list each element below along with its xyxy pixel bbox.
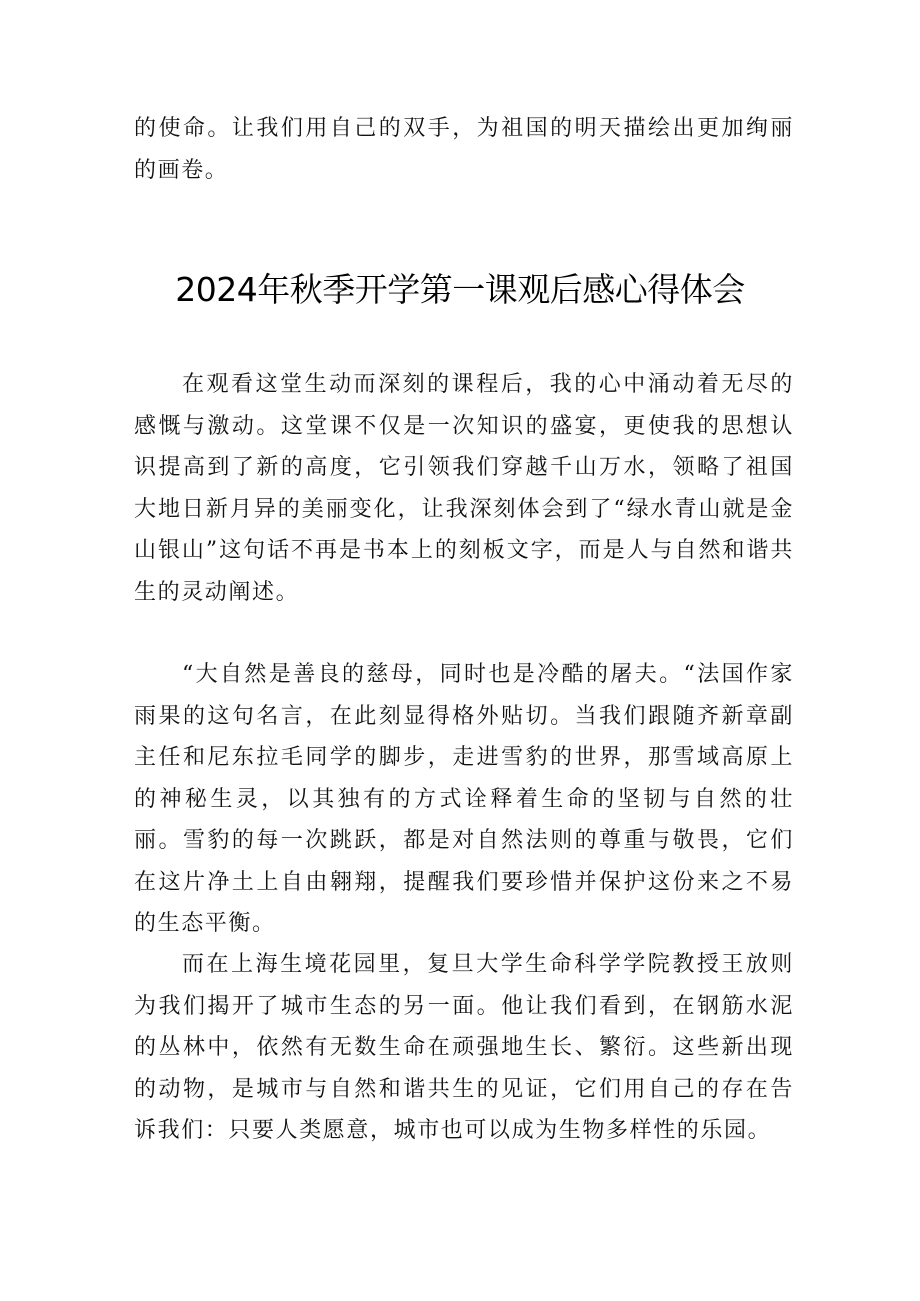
body-paragraph-3: 而在上海生境花园里，复旦大学生命科学学院教授王放则为我们揭开了城市生态的另一面。他让我们看到，在钢筋水泥的丛林中，依然有无数生命在顽强地生长、繁衍。这些新出现的动物，是城市与自然和谐共生的见证，它们用自己的存在告诉我们：只要人类愿意，城市也可以成为生物多样性的乐园。 [134, 952, 794, 1143]
page-title: 2024年秋季开学第一课观后感心得体会 [175, 270, 745, 309]
continuation-paragraph: 的使命。让我们用自己的双手，为祖国的明天描绘出更加绚丽的画卷。 [134, 116, 794, 183]
body-paragraph-1: 在观看这堂生动而深刻的课程后，我的心中涌动着无尽的感慨与激动。这堂课不仅是一次知识的盛宴，更使我的思想认识提高到了新的高度，它引领我们穿越千山万水，领略了祖国大地日新月异的美丽变化，让我深刻体会到了“绿水青山就是金山银山”这句话不再是书本上的刻板文字，而是人与自然和谐共生的灵动阐述。 [134, 372, 794, 605]
body-paragraph-2: “大自然是善良的慈母，同时也是冷酷的屠夫。“法国作家雨果的这句名言，在此刻显得格外贴切。当我们跟随齐新章副主任和尼东拉毛同学的脚步，走进雪豹的世界，那雪域高原上的神秘生灵，以其独有的方式诠释着生命的坚韧与自然的壮丽。雪豹的每一次跳跃，都是对自然法则的尊重与敬畏，它们在这片净土上自由翱翔，提醒我们要珍惜并保护这份来之不易的生态平衡。 [134, 662, 794, 936]
